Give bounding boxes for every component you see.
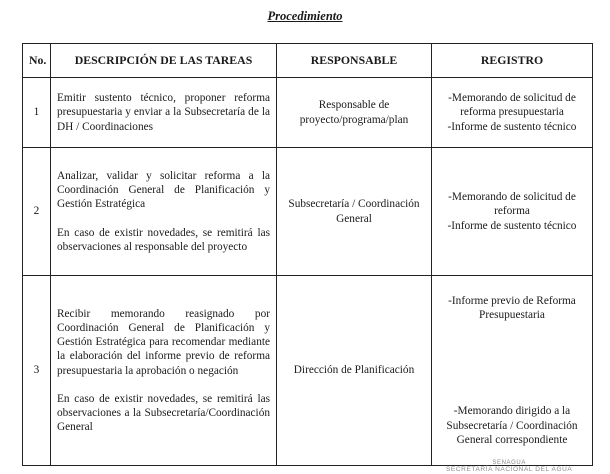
record-cell [432,276,593,466]
responsible-cell: Subsecretaría / Coordinación General [277,148,432,276]
row-number: 2 [23,148,51,276]
responsible-cell: Responsable de proyecto/programa/plan [277,78,432,148]
record-item: -Informe de sustento técnico [447,120,577,133]
header-record: REGISTRO [432,44,593,78]
stamp-acronym: SENAGUA [492,460,526,466]
document-title: Procedimiento [267,9,343,23]
agency-stamp [446,460,572,473]
responsible-cell: Dirección de Planificación [277,276,432,466]
procedure-table [22,43,593,466]
description-paragraph: Analizar, validar y solicitar reforma a la Coordinación General de Planificación y Gestión Estratégica [57,169,270,211]
description-paragraph: Recibir memorando reasignado por Coordinación General de Planificación y Gestión Estratégica para recomendar mediante la elaboración del informe previo de reforma presupuestaria la aprobación o negación [57,307,270,377]
record-item: -Memorando de solicitud de reforma [448,191,576,218]
header-no: No. [23,44,51,78]
header-description: DESCRIPCIÓN DE LAS TAREAS [51,44,277,78]
task-description [51,78,277,148]
record-cell [432,78,593,148]
header-responsible: RESPONSABLE [277,44,432,78]
description-paragraph: En caso de existir novedades, se remitirá las observaciones a la Subsecretaría/Coordinación General [57,392,270,434]
record-item: -Informe de sustento técnico [447,219,577,232]
row-number: 3 [23,276,51,466]
table-row [23,148,593,276]
description-paragraph: Emitir sustento técnico, proponer reforma presupuestaria y enviar a la Subsecretaría de la DH / Coordinaciones [57,92,270,133]
table-header-row [23,44,593,78]
record-cell [432,148,593,276]
record-item: -Informe previo de Reforma Presupuestaria [448,294,576,322]
table-row [23,78,593,148]
stamp-agency-name: SECRETARÍA NACIONAL DEL AGUA [446,466,573,473]
record-item: -Memorando dirigido a la Subsecretaría / Coordinación General correspondiente [446,405,578,446]
row-number: 1 [23,78,51,148]
task-description [51,276,277,466]
task-description [51,148,277,276]
table-row [23,276,593,466]
record-item: -Memorando de solicitud de reforma presupuestaria [448,92,576,119]
description-paragraph: En caso de existir novedades, se remitirá las observaciones al responsable del proyecto [57,226,270,253]
